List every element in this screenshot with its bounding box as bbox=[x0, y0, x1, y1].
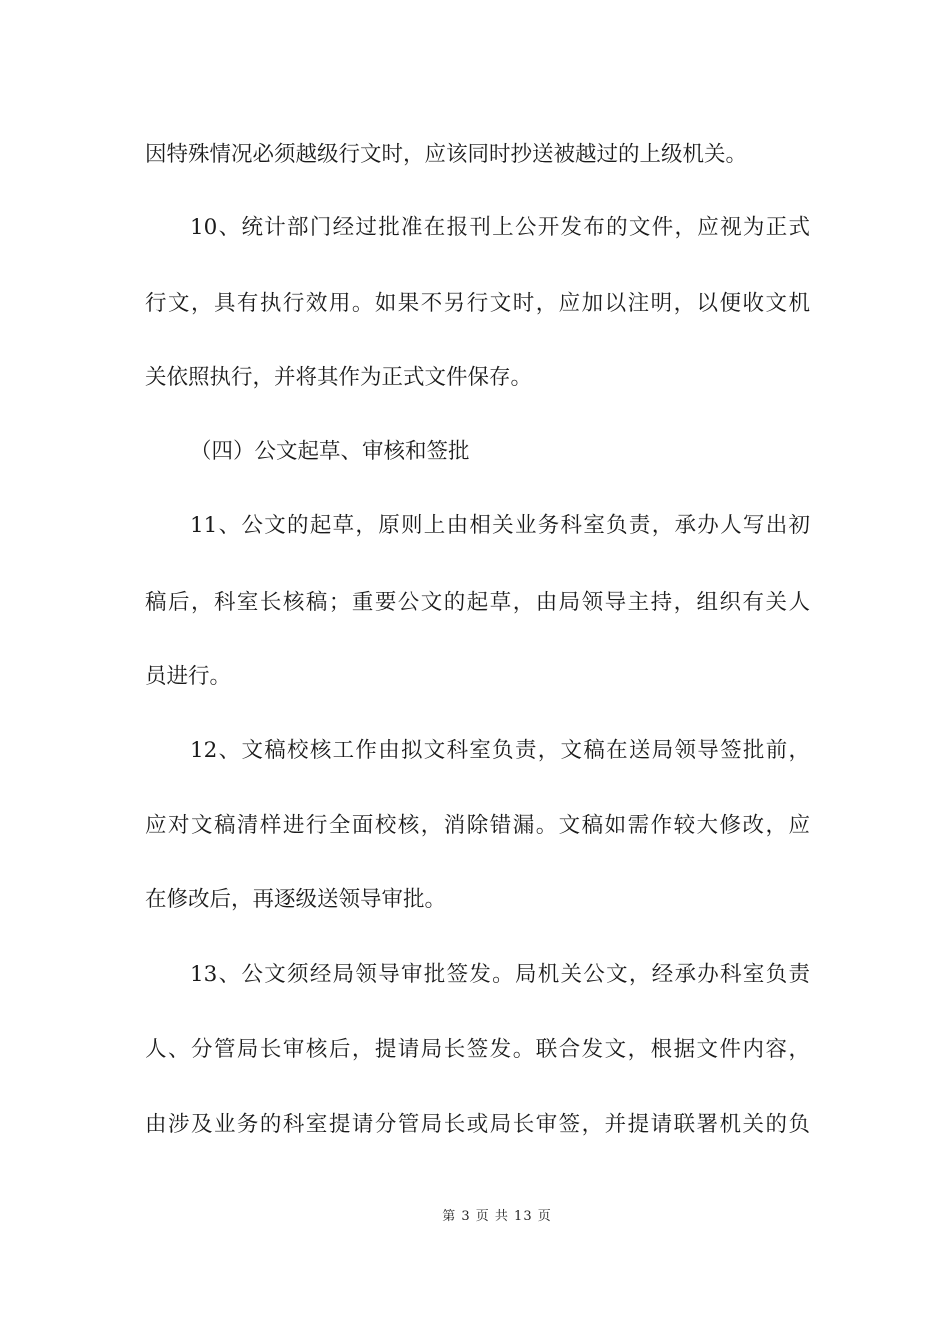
text-line: 10、统计部门经过批准在报刊上公开发布的文件，应视为正式 bbox=[190, 215, 810, 240]
text-line: 12、文稿校核工作由拟文科室负责，文稿在送局领导签批前， bbox=[190, 738, 810, 763]
text-line: 应对文稿清样进行全面校核，消除错漏。文稿如需作较大修改，应 bbox=[145, 813, 810, 838]
text-line: 关依照执行，并将其作为正式文件保存。 bbox=[145, 365, 533, 390]
text-line: 13、公文须经局领导审批签发。局机关公文，经承办科室负责 bbox=[190, 962, 810, 987]
text-line: 11、公文的起草，原则上由相关业务科室负责，承办人写出初 bbox=[190, 513, 810, 538]
text-line: 因特殊情况必须越级行文时，应该同时抄送被越过的上级机关。 bbox=[145, 142, 748, 167]
text-line: 行文，具有执行效用。如果不另行文时，应加以注明，以便收文机 bbox=[145, 291, 810, 316]
text-line: 在修改后，再逐级送领导审批。 bbox=[145, 887, 447, 912]
text-line: 稿后，科室长核稿；重要公文的起草，由局领导主持，组织有关人 bbox=[145, 590, 810, 615]
page-footer bbox=[0, 1208, 950, 1226]
text-line: 人、分管局长审核后，提请局长签发。联合发文，根据文件内容， bbox=[145, 1037, 810, 1062]
text-line: 由涉及业务的科室提请分管局长或局长审签，并提请联署机关的负 bbox=[145, 1112, 810, 1137]
text-line: 员进行。 bbox=[145, 664, 232, 689]
page-number-label: 第 3 页 共 13 页 bbox=[442, 1209, 552, 1224]
section-heading: （四）公文起草、审核和签批 bbox=[190, 439, 470, 464]
